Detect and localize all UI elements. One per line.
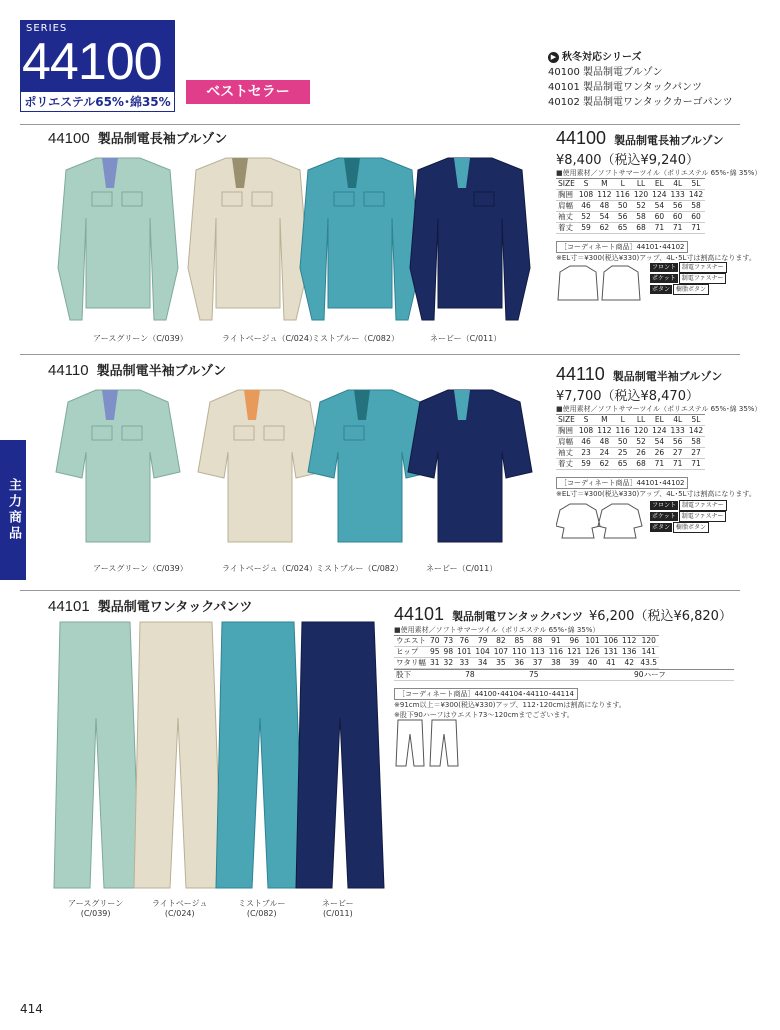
size-cell: 133: [670, 426, 685, 435]
size-cell: 71: [650, 459, 668, 470]
size-cell: 52: [632, 437, 650, 448]
related-item: 40100 製品制電ブルゾン: [548, 67, 663, 78]
jacket-light-beige: [188, 158, 308, 320]
size-cell: 120: [638, 636, 659, 647]
size-cell: 58: [687, 201, 705, 212]
jacket-line-drawing: [556, 262, 646, 304]
play-icon: ▶: [548, 52, 559, 63]
size-row: [556, 190, 705, 201]
coordinate-items: ［コーディネート商品］44100･44104･44110･44114: [394, 688, 578, 700]
bestseller-badge: ベストセラー: [186, 80, 310, 104]
info-title: 44101 製品制電ワンタックパンツ ¥6,200（税込¥6,820）: [394, 604, 732, 624]
size-cell: 107: [493, 647, 509, 656]
size-cell: 36: [510, 658, 528, 669]
size-cell: 42: [620, 658, 638, 669]
size-cell: 31: [430, 658, 440, 667]
size-cell: 34: [473, 658, 491, 669]
size-cell: ウエスト: [396, 636, 426, 645]
jacket-earth-green: [56, 390, 180, 542]
page-number: 414: [20, 1002, 43, 1016]
size-cell: 4L: [669, 415, 687, 426]
pants-line-drawing: [394, 718, 464, 768]
jacket-line-drawing: [556, 500, 646, 542]
size-cell: 58: [632, 212, 650, 223]
feature-value: 制電ファスナー: [679, 262, 727, 273]
size-cell: SIZE: [558, 179, 575, 188]
size-cell: 胸囲: [556, 426, 577, 437]
size-row: [556, 437, 705, 448]
inseam-table: 股下 78 75 90ハーフ: [394, 669, 734, 681]
size-cell: M: [595, 179, 613, 190]
size-cell: 68: [632, 223, 650, 234]
size-cell: L: [614, 179, 632, 190]
size-cell: 37: [528, 658, 546, 669]
color-caption: ライトベージュ (C/024): [152, 899, 208, 918]
size-cell: 26: [650, 448, 668, 459]
size-table: [394, 635, 659, 669]
size-cell: 98: [443, 647, 454, 656]
color-caption: ミストブルー（C/082）: [312, 334, 399, 343]
size-cell: ワタリ幅: [394, 658, 428, 669]
coordinate-items: ［コーディネート商品］44101･44102: [556, 241, 688, 253]
feature-item: [650, 262, 727, 273]
size-cell: 60: [650, 212, 668, 223]
color-caption: ミストブルー (C/082): [238, 899, 286, 918]
size-cell: 23: [577, 448, 595, 459]
section-heading: 44110 製品制電半袖ブルゾン: [48, 362, 227, 379]
color-caption: アースグリーン (C/039): [68, 899, 124, 918]
color-caption: ライトベージュ（C/024）: [222, 334, 317, 343]
size-cell: ヒップ: [394, 647, 428, 658]
info-title: 44110 製品制電半袖ブルゾン: [556, 364, 723, 384]
size-cell: 46: [577, 437, 595, 448]
color-caption: ライトベージュ（C/024）: [222, 564, 317, 573]
section-divider: [20, 124, 740, 125]
info-title: 44100 製品制電長袖ブルゾン: [556, 128, 724, 148]
size-cell: 5L: [687, 415, 705, 426]
size-cell: 肩幅: [556, 437, 577, 448]
price: ¥7,700（税込¥8,470）: [556, 389, 699, 404]
size-cell: 88: [528, 636, 546, 647]
size-cell: 35: [492, 658, 510, 669]
size-cell: S: [577, 179, 595, 190]
size-cell: 52: [632, 201, 650, 212]
feature-value: 制電ファスナー: [679, 273, 727, 284]
size-cell: 96: [565, 636, 583, 647]
feature-value: 制電ファスナー: [679, 511, 727, 522]
feature-key: ボタン: [652, 286, 671, 293]
size-cell: 27: [687, 448, 705, 459]
size-cell: 76: [455, 636, 473, 647]
size-cell: 43.5: [640, 658, 658, 667]
size-cell: 71: [669, 223, 687, 234]
size-cell: 71: [669, 459, 687, 470]
size-cell: S: [577, 415, 595, 426]
size-cell: 68: [632, 459, 650, 470]
feature-key: ポケット: [652, 513, 676, 520]
size-row: [556, 179, 705, 190]
size-cell: 33: [455, 658, 473, 669]
size-note: ※EL寸＝¥300(税込¥330)アップ、4L･5L寸は割高になります。: [556, 490, 756, 498]
feature-value: 樹脂ボタン: [673, 284, 709, 295]
related-item: 40101 製品制電ワンタックパンツ: [548, 82, 702, 93]
size-cell: 袖丈: [556, 212, 577, 223]
color-caption: アースグリーン（C/039）: [93, 334, 188, 343]
size-cell: 108: [578, 426, 594, 435]
size-cell: 60: [687, 212, 705, 223]
size-cell: 27: [669, 448, 687, 459]
jacket-navy: [410, 158, 530, 320]
size-cell: 142: [688, 426, 704, 435]
size-cell: 50: [614, 437, 632, 448]
size-cell: 112: [597, 426, 612, 435]
size-cell: 39: [565, 658, 583, 669]
color-caption: ネービー (C/011): [322, 899, 354, 918]
size-cell: 106: [603, 636, 619, 645]
size-cell: 141: [638, 647, 659, 658]
size-cell: 120: [633, 190, 649, 199]
feature-key: フロント: [652, 502, 677, 509]
size-cell: 133: [670, 190, 685, 199]
size-cell: 112: [597, 190, 612, 199]
feature-key: ボタン: [652, 524, 671, 531]
size-cell: 85: [510, 636, 528, 647]
size-cell: 56: [669, 201, 687, 212]
size-row: [394, 658, 659, 669]
material-badge: ポリエステル65%･綿35%: [20, 91, 175, 112]
size-cell: 58: [687, 437, 705, 448]
size-cell: 59: [577, 223, 595, 234]
size-cell: 54: [650, 437, 668, 448]
size-cell: 108: [578, 190, 594, 199]
size-cell: 126: [585, 647, 600, 656]
size-cell: 110: [512, 647, 527, 656]
size-table: [556, 178, 705, 234]
size-cell: 71: [687, 459, 705, 470]
pants-row: [52, 618, 392, 890]
size-row: [394, 647, 659, 658]
feature-key: ポケット: [652, 275, 676, 282]
feature-value: 制電ファスナー: [679, 500, 727, 511]
size-cell: 5L: [687, 179, 705, 190]
jacket-earth-green: [58, 158, 178, 320]
size-cell: 肩幅: [556, 201, 577, 212]
section-heading: 44100 製品制電長袖ブルゾン: [48, 130, 228, 147]
size-cell: 95: [430, 647, 440, 656]
feature-item: [650, 284, 727, 295]
color-caption: アースグリーン（C/039）: [93, 564, 188, 573]
pants-earth-green: [54, 622, 140, 888]
size-cell: 101: [585, 636, 600, 645]
size-cell: 26: [632, 448, 650, 459]
size-table: [556, 414, 705, 470]
feature-value: 樹脂ボタン: [673, 522, 709, 533]
size-cell: 25: [614, 448, 632, 459]
size-cell: 24: [595, 448, 613, 459]
size-cell: EL: [650, 415, 668, 426]
feature-key: フロント: [652, 264, 677, 271]
size-cell: 54: [650, 201, 668, 212]
pants-mist-blue: [216, 622, 304, 888]
product-info-44101: [394, 604, 750, 720]
size-cell: LL: [632, 415, 650, 426]
size-row: [556, 223, 705, 234]
pants-light-beige: [134, 622, 222, 888]
series-label: SERIES: [26, 23, 68, 34]
size-cell: 袖丈: [556, 448, 577, 459]
size-cell: 71: [687, 223, 705, 234]
size-row: [556, 415, 705, 426]
size-cell: 60: [669, 212, 687, 223]
size-cell: 131: [603, 647, 619, 656]
coordinate-items: ［コーディネート商品］44101･44102: [556, 477, 688, 489]
size-cell: 56: [669, 437, 687, 448]
product-info-44100: [556, 128, 762, 263]
size-cell: 113: [530, 647, 545, 656]
related-item: 40102 製品制電ワンタックカーゴパンツ: [548, 97, 733, 108]
size-cell: 112: [622, 636, 637, 645]
size-cell: 116: [548, 647, 564, 656]
side-tab: 主力商品: [0, 440, 26, 580]
size-row: [556, 459, 705, 470]
size-cell: 着丈: [556, 459, 577, 470]
size-row: [556, 201, 705, 212]
size-cell: 着丈: [556, 223, 577, 234]
size-cell: EL: [650, 179, 668, 190]
size-cell: 142: [688, 190, 704, 199]
size-cell: 65: [614, 223, 632, 234]
feature-item: [650, 511, 727, 522]
size-cell: 38: [547, 658, 565, 669]
size-cell: 54: [595, 212, 613, 223]
material-note: ■使用素材／ソフトサマーツイル（ポリエステル 65%･綿 35%）: [394, 626, 600, 634]
material-note: ■使用素材／ソフトサマーツイル（ポリエステル 65%･綿 35%）: [556, 405, 762, 413]
material-note: ■使用素材／ソフトサマーツイル（ポリエステル 65%･綿 35%）: [556, 169, 762, 177]
size-cell: 62: [595, 459, 613, 470]
size-cell: LL: [632, 179, 650, 190]
size-cell: 50: [614, 201, 632, 212]
size-cell: L: [614, 415, 632, 426]
size-cell: 41: [602, 658, 620, 669]
size-row: [556, 448, 705, 459]
size-cell: 48: [595, 437, 613, 448]
price: ¥8,400（税込¥9,240）: [556, 153, 699, 168]
feature-item: [650, 273, 727, 284]
size-cell: 71: [650, 223, 668, 234]
size-cell: 120: [633, 426, 649, 435]
pants-navy: [296, 622, 384, 888]
jackets-short-sleeve: [50, 382, 550, 552]
size-cell: 124: [652, 426, 667, 435]
size-cell: 56: [614, 212, 632, 223]
size-cell: 52: [577, 212, 595, 223]
size-cell: 124: [652, 190, 667, 199]
feature-list: [650, 262, 727, 295]
size-cell: 116: [615, 426, 630, 435]
jacket-light-beige: [198, 390, 322, 542]
size-cell: 46: [577, 201, 595, 212]
color-caption: ネービー（C/011）: [426, 564, 498, 573]
related-title: ▶ 秋冬対応シリーズ: [548, 50, 733, 65]
size-cell: 73: [443, 636, 454, 645]
feature-item: [650, 500, 727, 511]
series-block: [20, 20, 175, 112]
section-divider: [20, 354, 740, 355]
size-cell: 104: [475, 647, 490, 656]
size-cell: M: [595, 415, 613, 426]
jacket-mist-blue: [300, 158, 420, 320]
size-cell: 82: [492, 636, 510, 647]
size-cell: 59: [577, 459, 595, 470]
jacket-navy: [408, 390, 532, 542]
related-series: [548, 50, 733, 110]
size-row: [394, 636, 659, 647]
jackets-long-sleeve: [50, 148, 550, 328]
size-cell: 116: [615, 190, 630, 199]
size-cell: SIZE: [558, 415, 575, 424]
size-cell: 40: [583, 658, 601, 669]
size-cell: 136: [622, 647, 637, 656]
series-number: 44100: [22, 33, 162, 91]
size-cell: 65: [614, 459, 632, 470]
color-caption: ミストブルー（C/082）: [316, 564, 403, 573]
size-row: [556, 426, 705, 437]
size-note: ※股下90ハーフはウエスト73～120cmまでございます。: [394, 711, 574, 719]
feature-list: [650, 500, 727, 533]
size-cell: 79: [473, 636, 491, 647]
size-note: ※EL寸＝¥300(税込¥330)アップ、4L･5L寸は割高になります。: [556, 254, 756, 262]
size-cell: 48: [595, 201, 613, 212]
product-info-44110: [556, 364, 762, 499]
size-cell: 70: [430, 636, 440, 645]
size-cell: 胸囲: [556, 190, 577, 201]
size-cell: 91: [547, 636, 565, 647]
size-row: [556, 212, 705, 223]
color-caption: ネービー（C/011）: [430, 334, 502, 343]
size-cell: 62: [595, 223, 613, 234]
size-cell: 121: [567, 647, 582, 656]
feature-item: [650, 522, 727, 533]
section-divider: [20, 590, 740, 591]
size-cell: 32: [443, 658, 454, 667]
size-note: ※91cm以上＝¥300(税込¥330)アップ、112･120cmは割高になります。: [394, 701, 626, 709]
size-cell: 101: [457, 647, 472, 656]
section-heading: 44101 製品制電ワンタックパンツ: [48, 598, 253, 615]
size-cell: 4L: [669, 179, 687, 190]
